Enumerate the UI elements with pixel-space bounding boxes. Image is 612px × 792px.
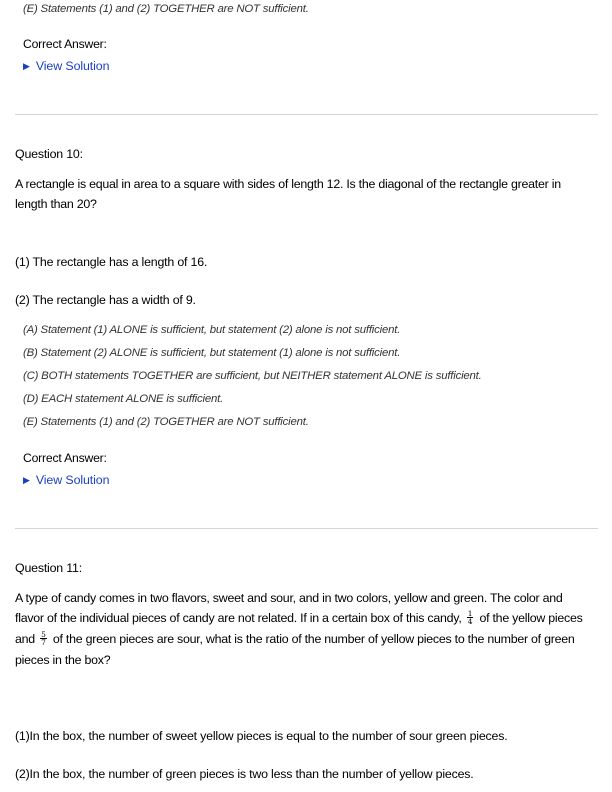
prev-option-e: (E) Statements (1) and (2) TOGETHER are NOT sufficient. [23,3,309,15]
fraction-denominator: 7 [41,638,46,648]
section-divider [15,114,598,115]
question-10-text-line-2: length than 20? [15,197,97,211]
question-11-text-line-4: pieces in the box? [15,653,111,667]
question-10-option-b: (B) Statement (2) ALONE is sufficient, but statement (1) alone is not sufficient. [23,347,401,359]
question-10-view-solution-toggle[interactable] [23,473,109,487]
question-10-option-e: (E) Statements (1) and (2) TOGETHER are NOT sufficient. [23,416,309,428]
question-11-title: Question 11: [15,561,82,575]
disclosure-triangle-icon: ▶ [23,61,30,71]
view-solution-label: View Solution [35,473,110,487]
question-10-statement-1: (1) The rectangle has a length of 16. [15,255,208,269]
question-10-option-c: (C) BOTH statements TOGETHER are sufficient, but NEITHER statement ALONE is sufficient. [23,370,482,382]
question-10-title: Question 10: [15,147,83,161]
prev-correct-answer-label: Correct Answer: [23,37,107,51]
question-10-option-a: (A) Statement (1) ALONE is sufficient, but statement (2) alone is not sufficient. [23,324,401,336]
fraction-one-quarter [467,610,474,625]
question-10-correct-answer-label: Correct Answer: [23,451,107,465]
fraction-denominator: 4 [467,617,473,627]
question-11-statement-2: (2)In the box, the number of green pieces is two less than the number of yellow pieces. [15,767,474,781]
question-10-option-d: (D) EACH statement ALONE is sufficient. [23,393,224,405]
question-11-text-line-1: A type of candy comes in two flavors, sweet and sour, and in two colors, yellow and green. The color and [15,591,563,605]
prev-view-solution-toggle[interactable] [23,59,109,73]
fraction-numerator: 1 [467,609,473,619]
question-11-text-line-2-post: of the yellow pieces [479,611,583,625]
question-11-statement-1: (1)In the box, the number of sweet yellow pieces is equal to the number of sour green pieces. [15,729,508,743]
section-divider [15,528,598,529]
question-11-text-line-3-post: of the green pieces are sour, what is the ratio of the number of yellow pieces to the number of green [52,632,575,646]
question-10-statement-2: (2) The rectangle has a width of 9. [15,293,196,307]
question-10-text-line-1: A rectangle is equal in area to a square with sides of length 12. Is the diagonal of the rectangle greater in [15,177,561,191]
fraction-numerator: 5 [41,630,46,640]
disclosure-triangle-icon: ▶ [23,475,30,485]
question-11-text-line-2 [15,611,583,626]
view-solution-label: View Solution [35,59,110,73]
question-11-text-line-3-pre: and [15,632,35,646]
question-11-text-line-2-pre: flavor of the individual pieces of candy are not related. If in a certain box of this candy, [15,611,462,625]
fraction-five-sevenths [40,631,47,646]
question-11-text-line-3 [15,632,575,647]
